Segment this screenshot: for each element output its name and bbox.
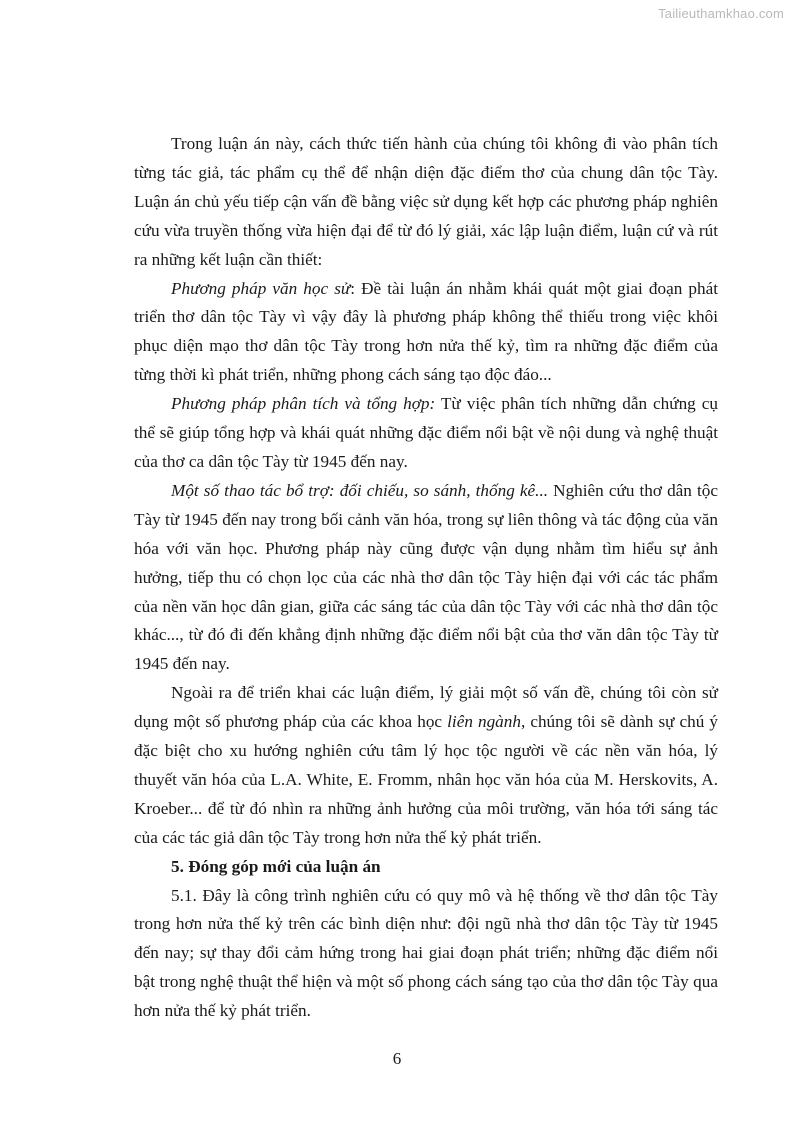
paragraph-analysis-synthesis-method: [134, 390, 718, 477]
document-body: [134, 130, 718, 1026]
method-description-auxiliary: Nghiên cứu thơ dân tộc Tày từ 1945 đến nay trong bối cảnh văn hóa, trong sự liên thông và tác động của văn hóa với văn học. Phương pháp này cũng được vận dụng nhằm tìm hiểu sự ảnh hưởng, tiếp thu có chọn lọc của các nhà thơ dân tộc Tày hiện đại với các tác phẩm của nền văn học dân gian, giữa các sáng tác của dân tộc Tày với các nhà thơ dân tộc khác..., từ đó đi đến khẳng định những đặc điểm nổi bật của thơ văn dân tộc Tày từ 1945 đến nay.: [134, 480, 718, 674]
interdisciplinary-text-after: , chúng tôi sẽ dành sự chú ý đặc biệt cho xu hướng nghiên cứu tâm lý học tộc người về các nền văn hóa, lý thuyết văn hóa của L.A. White, E. Fromm, nhân học văn hóa của M. Herskovits, A. Kroeber... để từ đó nhìn ra những ảnh hưởng của môi trường, văn hóa tới sáng tác của các tác giả dân tộc Tày trong hơn nửa thế kỷ phát triển.: [134, 712, 718, 847]
method-name-auxiliary: Một số thao tác bổ trợ: đối chiếu, so sánh, thống kê...: [171, 480, 549, 500]
method-name-analysis-synthesis: Phương pháp phân tích và tổng hợp:: [171, 394, 436, 414]
interdisciplinary-term: liên ngành: [447, 712, 521, 732]
paragraph-interdisciplinary: [134, 679, 718, 852]
interdisciplinary-text-before: Ngoài ra để triển khai các luận điểm, lý giải một số vấn đề, chúng tôi còn sử dụng một số phương pháp của các khoa học: [134, 683, 718, 732]
paragraph-literary-history-method: [134, 275, 718, 391]
watermark: Tailieuthamkhao.com: [658, 6, 784, 21]
page-number: 6: [392, 1049, 402, 1068]
method-description-literary-history: : Đề tài luận án nhằm khái quát một giai đoạn phát triển thơ dân tộc Tày vì vậy đây là phương pháp không thể thiếu trong việc khôi phục diện mạo thơ dân tộc Tày trong hơn nửa thế kỷ, tìm ra những đặc điểm của từng thời kì phát triển, những phong cách sáng tạo độc đáo...: [134, 278, 718, 385]
paragraph-auxiliary-operations: [134, 477, 718, 679]
method-name-literary-history: Phương pháp văn học sử: [171, 278, 351, 298]
paragraph-intro: Trong luận án này, cách thức tiến hành của chúng tôi không đi vào phân tích từng tác giả, tác phẩm cụ thể để nhận diện đặc điểm thơ của chung dân tộc Tày. Luận án chủ yếu tiếp cận vấn đề bằng việc sử dụng kết hợp các phương pháp nghiên cứu vừa truyền thống vừa hiện đại để từ đó lý giải, xác lập luận điểm, luận cứ và rút ra những kết luận cần thiết:: [134, 134, 718, 269]
paragraph-contribution-5-1: 5.1. Đây là công trình nghiên cứu có quy mô và hệ thống về thơ dân tộc Tày trong hơn nửa thế kỷ trên các bình diện như: đội ngũ nhà thơ dân tộc Tày từ 1945 đến nay; sự thay đổi cảm hứng trong hai giai đoạn phát triển; những đặc điểm nổi bật trong nghệ thuật thể hiện và một số phong cách sáng tạo của thơ dân tộc Tày qua hơn nửa thế kỷ phát triển.: [134, 885, 718, 1021]
section-heading: 5. Đóng góp mới của luận án: [171, 856, 381, 876]
method-description-analysis-synthesis: Từ việc phân tích những dẫn chứng cụ thể sẽ giúp tổng hợp và khái quát những đặc điểm nổi bật về nội dung và nghệ thuật của thơ ca dân tộc Tày từ 1945 đến nay.: [134, 394, 718, 471]
